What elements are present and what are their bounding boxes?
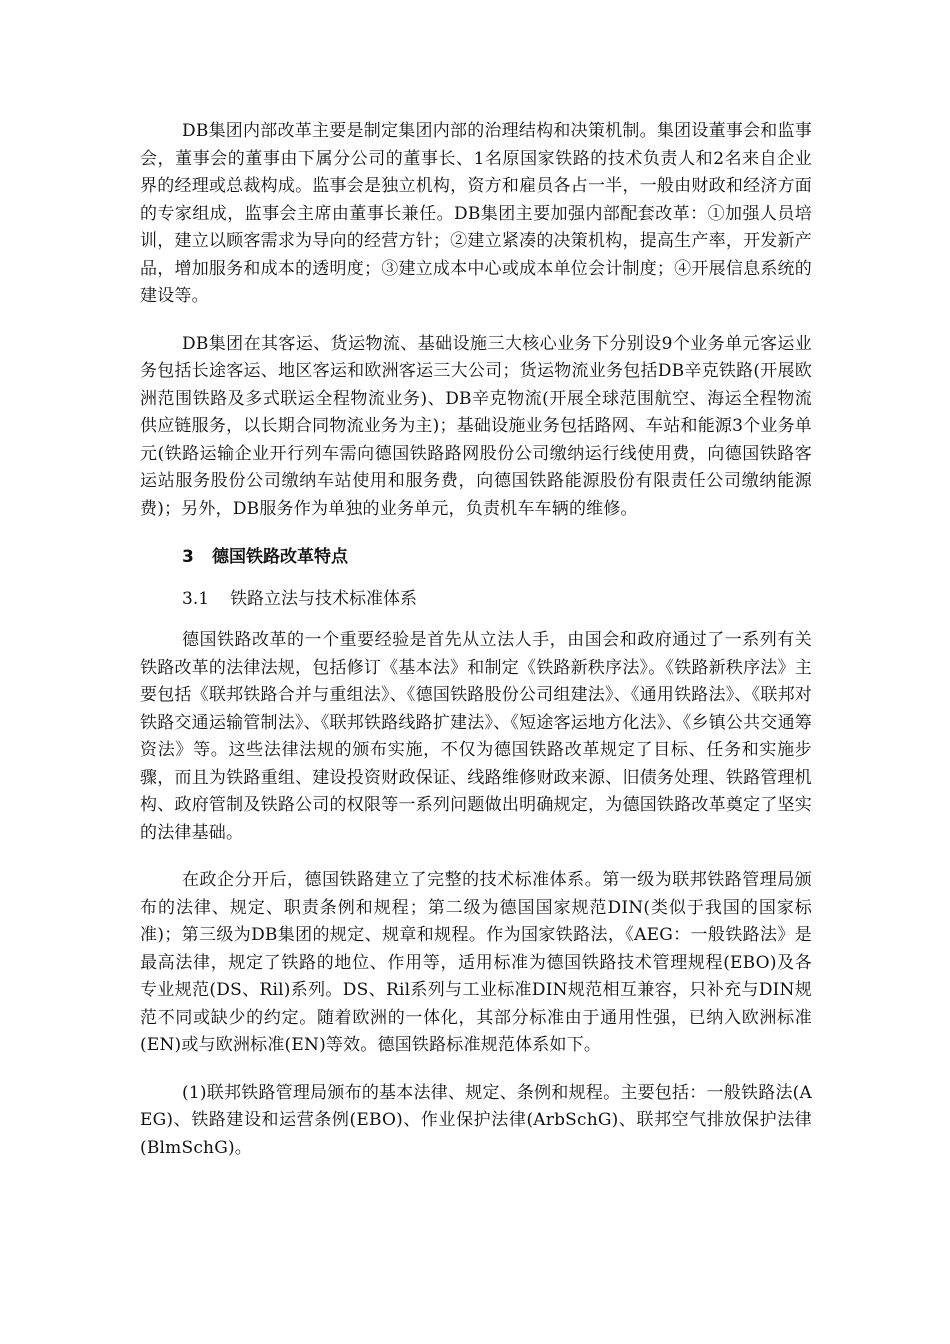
paragraph-federal-laws: (1)联邦铁路管理局颁布的基本法律、规定、条例和规程。主要包括：一般铁路法(AEG)、铁路建设和运营条例(EBO)、作业保护法律(ArbSchG)、联邦空气排放保护法律(BlmSchG)。	[140, 1082, 812, 1158]
section-number: 3	[182, 547, 194, 567]
paragraph-business-units: DB集团在其客运、货运物流、基础设施三大核心业务下分别设9个业务单元客运业务包括长途客运、地区客运和欧洲客运三大公司；货运物流业务包括DB辛克铁路(开展欧洲范围铁路及多式联运全程物流业务)、DB辛克物流(开展全球范围航空、海运全程物流供应链服务，以长期合同物流业务为主)；基础设施业务包括路网、车站和能源3个业务单元(铁路运输企业开行列车需向德国铁路路网股份公司缴纳运行线使用费，向德国铁路客运站服务股份公司缴纳车站使用和服务费，向德国铁路能源股份有限责任公司缴纳能源费)；另外，DB服务作为单独的业务单元，负责机车车辆的维修。	[140, 333, 812, 519]
subsection-title: 铁路立法与技术标准体系	[230, 589, 417, 609]
section-heading-3	[140, 543, 812, 571]
subsection-number: 3.1	[182, 589, 210, 609]
paragraph-technical-standards: 在政企分开后，德国铁路建立了完整的技术标准体系。第一级为联邦铁路管理局颁布的法律、规定、职责条例和规程；第二级为德国国家规范DIN(类似于我国的国家标准)；第三级为DB集团的规定、规章和规程。作为国家铁路法，《AEG：一般铁路法》是最高法律，规定了铁路的地位、作用等，适用标准为德国铁路技术管理规程(EBO)及各专业规范(DS、Ril)系列。DS、Ril系列与工业标准DIN规范相互兼容，只补充与DIN规范不同或缺少的约定。随着欧洲的一体化，其部分标准由于通用性强，已纳入欧洲标准(EN)或与欧洲标准(EN)等效。德国铁路标准规范体系如下。	[140, 870, 812, 1055]
section-title: 德国铁路改革特点	[212, 547, 348, 567]
paragraph-legislation: 德国铁路改革的一个重要经验是首先从立法人手，由国会和政府通过了一系列有关铁路改革的法律法规，包括修订《基本法》和制定《铁路新秩序法》。《铁路新秩序法》主要包括《联邦铁路合并与重组法》、《德国铁路股份公司组建法》、《通用铁路法》、《联邦对铁路交通运输管制法》、《联邦铁路线路扩建法》、《短途客运地方化法》、《乡镇公共交通筹资法》等。这些法律法规的颁布实施，不仅为德国铁路改革规定了目标、任务和实施步骤，而且为铁路重组、建设投资财政保证、线路维修财政来源、旧债务处理、铁路管理机构、政府管制及铁路公司的权限等一系列问题做出明确规定，为德国铁路改革奠定了坚实的法律基础。	[140, 630, 812, 843]
paragraph-internal-reform: DB集团内部改革主要是制定集团内部的治理结构和决策机制。集团设董事会和监事会，董事会的董事由下属分公司的董事长、1名原国家铁路的技术负责人和2名来自企业界的经理或总裁构成。监事会是独立机构，资方和雇员各占一半，一般由财政和经济方面的专家组成，监事会主席由董事长兼任。DB集团主要加强内部配套改革：①加强人员培训，建立以顾客需求为导向的经营方针；②建立紧凑的决策机构，提高生产率，开发新产品，增加服务和成本的透明度；③建立成本中心或成本单位会计制度；④开展信息系统的建设等。	[140, 121, 812, 306]
document-page	[140, 118, 812, 1182]
subsection-heading-3-1	[140, 585, 812, 613]
